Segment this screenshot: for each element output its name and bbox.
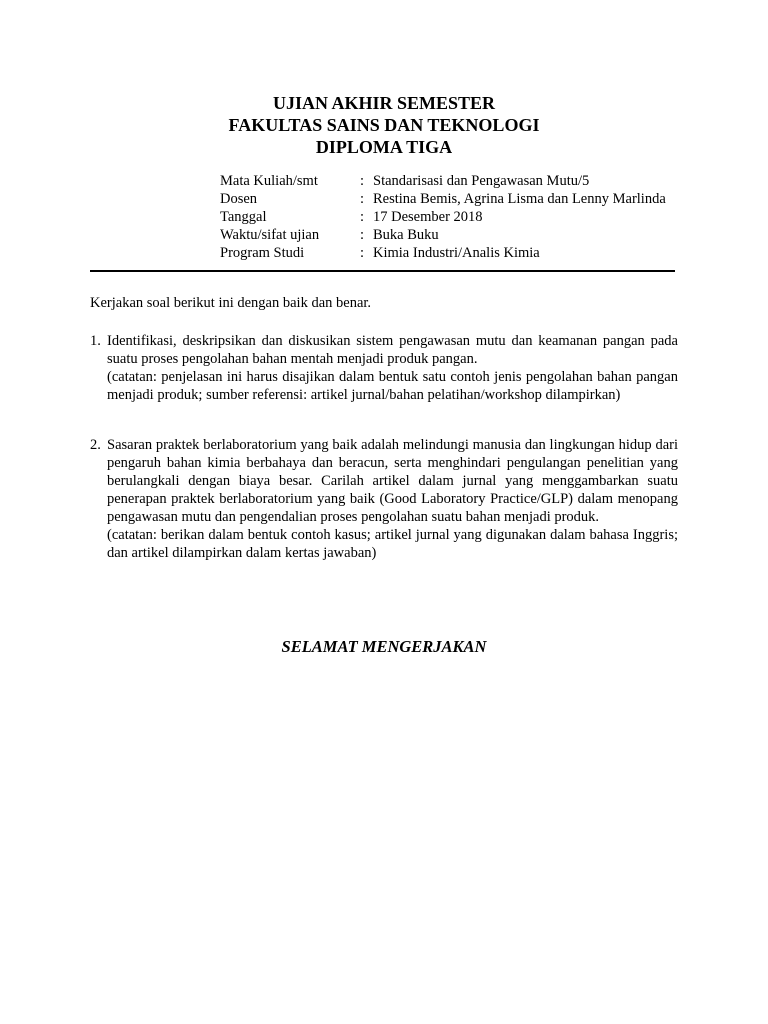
info-label: Program Studi (220, 245, 305, 261)
info-value: Restina Bemis, Agrina Lisma dan Lenny Marlinda (373, 191, 666, 207)
info-label: Mata Kuliah/smt (220, 173, 318, 189)
info-value: Standarisasi dan Pengawasan Mutu/5 (373, 173, 590, 189)
instruction-text: Kerjakan soal berikut ini dengan baik dan benar. (90, 295, 372, 311)
info-colon: : (360, 209, 365, 225)
question-body (107, 332, 678, 404)
exam-header (0, 92, 768, 158)
question-item (90, 332, 678, 404)
question-note: (catatan: penjelasan ini harus disajikan dalam bentuk satu contoh jenis pengolahan bahan pangan menjadi produk; sumber referensi: artikel jurnal/bahan pelatihan/workshop dilampirkan) (107, 369, 678, 403)
question-text: Sasaran praktek berlaboratorium yang baik adalah melindungi manusia dan lingkungan hidup dari pengaruh bahan kimia berbahaya dan beracun, serta menghindari pengulangan penelitian yang berulangkali dengan biaya besar. Carilah artikel dalam jurnal yang menggambarkan suatu penerapan praktek berlaboratorium yang baik (Good Laboratory Practice/GLP) dalam menopang pengawasan mutu dan pengendalian proses pengolahan suatu bahan menjadi produk. (107, 437, 678, 525)
question-number: 1. (90, 333, 101, 349)
question-note: (catatan: berikan dalam bentuk contoh kasus; artikel jurnal yang digunakan dalam bahasa Inggris; dan artikel dilampirkan dalam kertas jawaban) (107, 527, 678, 561)
info-label: Waktu/sifat ujian (220, 227, 320, 243)
header-title: UJIAN AKHIR SEMESTER (272, 93, 496, 113)
question-number: 2. (90, 437, 101, 453)
question-item (90, 436, 678, 562)
info-value: Buka Buku (373, 227, 439, 243)
header-divider (90, 270, 675, 272)
header-program: DIPLOMA TIGA (315, 137, 453, 157)
info-colon: : (360, 173, 365, 189)
info-value: Kimia Industri/Analis Kimia (373, 245, 540, 261)
question-body (107, 436, 678, 562)
info-colon: : (360, 245, 365, 261)
info-colon: : (360, 227, 365, 243)
header-faculty: FAKULTAS SAINS DAN TEKNOLOGI (228, 115, 540, 135)
info-label: Dosen (220, 191, 258, 207)
info-value: 17 Desember 2018 (373, 209, 483, 225)
closing-message: SELAMAT MENGERJAKAN (281, 637, 487, 656)
info-label: Tanggal (220, 209, 267, 225)
info-colon: : (360, 191, 365, 207)
question-text: Identifikasi, deskripsikan dan diskusikan sistem pengawasan mutu dan keamanan pangan pada suatu proses pengolahan bahan mentah menjadi produk pangan. (107, 333, 678, 367)
